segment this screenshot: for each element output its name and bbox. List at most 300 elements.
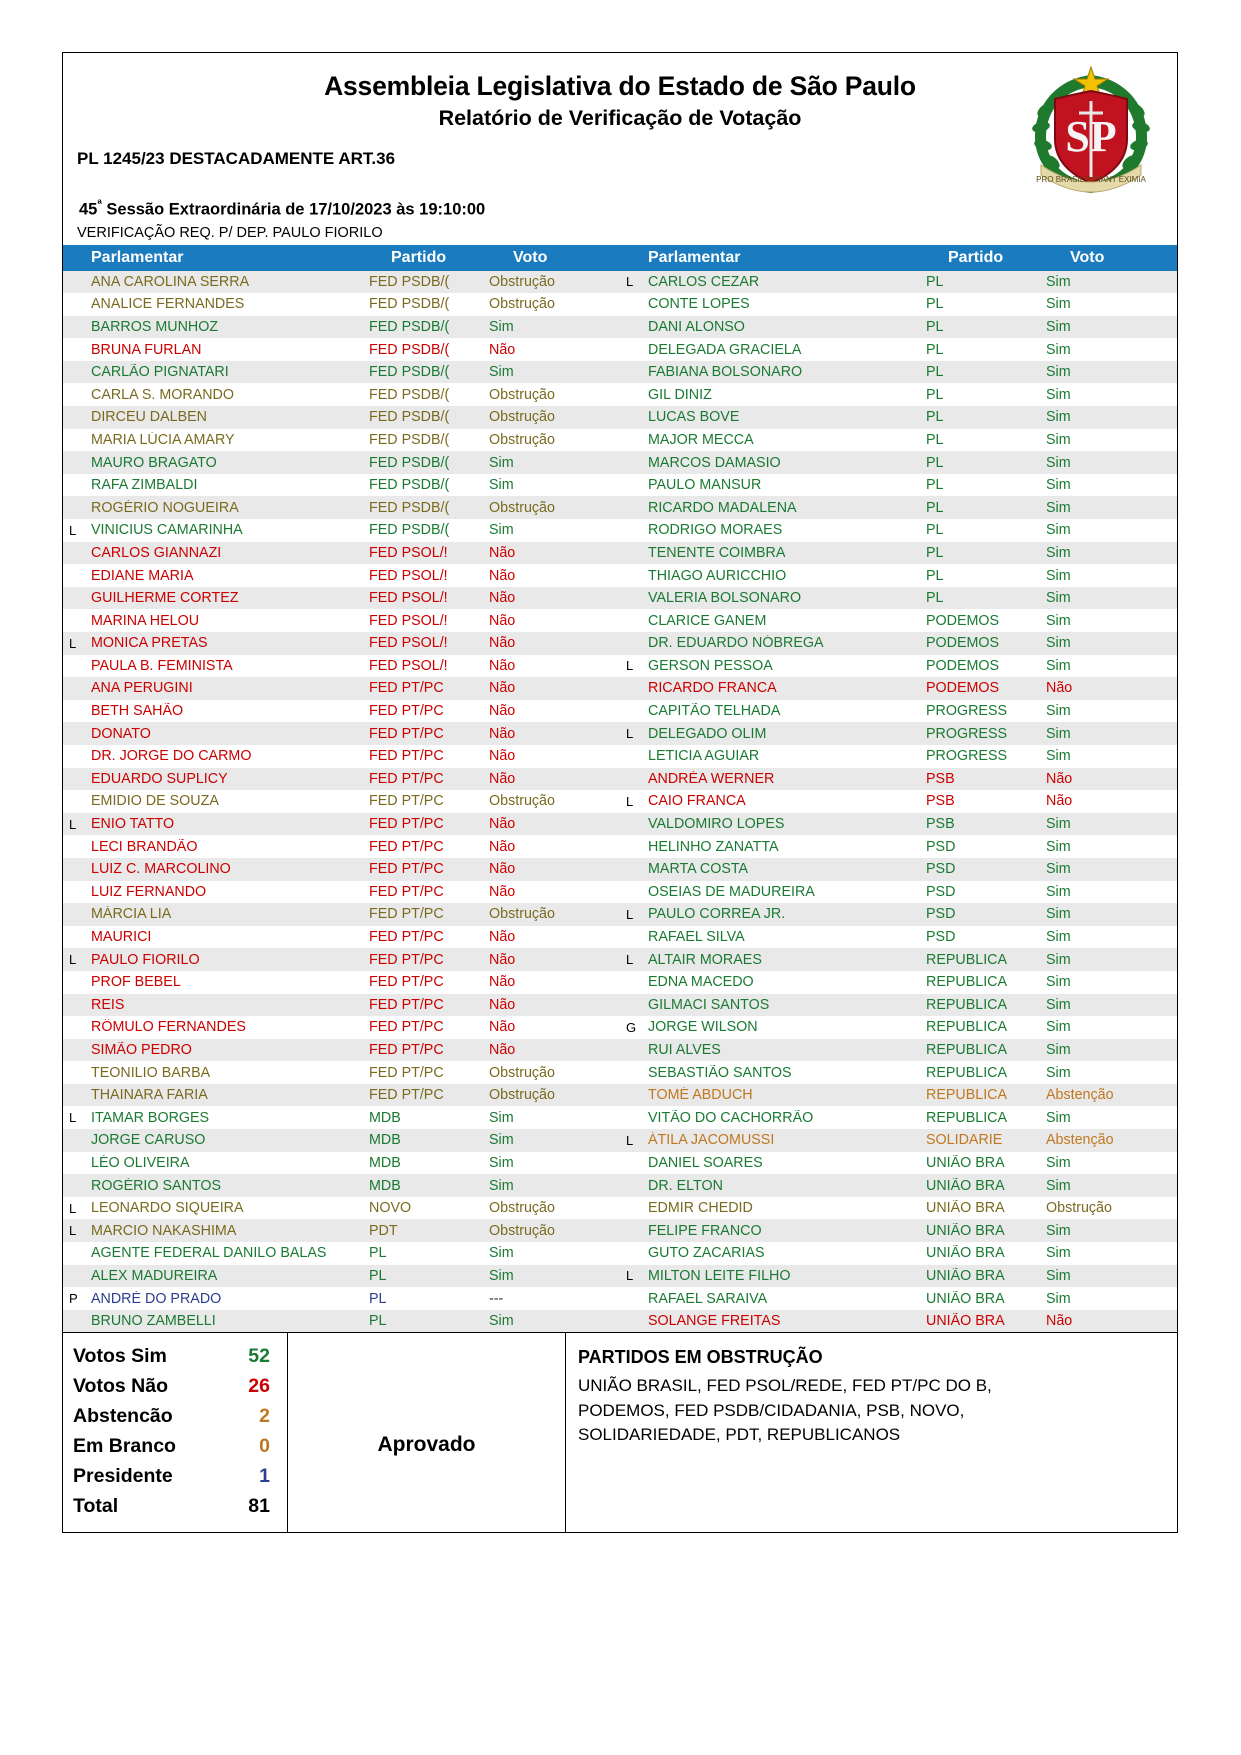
parliamentarian-name: ANALICE FERNANDES xyxy=(91,296,245,313)
parliamentarian-name: MARCOS DAMASIO xyxy=(648,454,781,471)
table-row xyxy=(63,1242,620,1265)
party-name: PL xyxy=(926,590,944,607)
party-name: FED PT/PC xyxy=(369,1041,444,1058)
party-name: UNIÃO BRA xyxy=(926,1222,1005,1239)
table-row xyxy=(620,587,1177,610)
party-name: PSB xyxy=(926,770,955,787)
vote-value: Não xyxy=(1046,680,1073,697)
parliamentarian-name: MARIA LÚCIA AMARY xyxy=(91,431,235,448)
table-row xyxy=(63,1039,620,1062)
svg-text:SP: SP xyxy=(1065,112,1117,161)
vote-value: Sim xyxy=(1046,386,1071,403)
table-row xyxy=(620,835,1177,858)
tally-value: 1 xyxy=(259,1464,270,1487)
vote-value: Sim xyxy=(1046,612,1071,629)
parliamentarian-name: SIMÃO PEDRO xyxy=(91,1041,192,1058)
parliamentarian-name: RUI ALVES xyxy=(648,1041,721,1058)
party-name: MDB xyxy=(369,1154,401,1171)
party-name: PROGRESS xyxy=(926,703,1008,720)
parliamentarian-name: OSEIAS DE MADUREIRA xyxy=(648,883,815,900)
party-name: FED PT/PC xyxy=(369,929,444,946)
column-headers-left xyxy=(63,249,620,267)
vote-value: Sim xyxy=(1046,974,1071,991)
parliamentarian-name: MARCIO NAKASHIMA xyxy=(91,1222,237,1239)
vote-value: Sim xyxy=(489,1313,514,1330)
vote-value: Sim xyxy=(489,454,514,471)
party-name: FED PSDB/( xyxy=(369,364,450,381)
table-row xyxy=(620,406,1177,429)
parliamentarian-name: MONICA PRETAS xyxy=(91,635,208,652)
parliamentarian-name: PROF BEBEL xyxy=(91,974,181,991)
table-row xyxy=(63,1106,620,1129)
parliamentarian-name: ANDRÉ DO PRADO xyxy=(91,1290,222,1307)
parliamentarian-name: GIL DINIZ xyxy=(648,386,712,403)
table-row xyxy=(620,316,1177,339)
vote-value: Abstenção xyxy=(1046,1087,1114,1104)
vote-value: Não xyxy=(489,883,516,900)
row-flag: L xyxy=(69,522,77,538)
table-row xyxy=(620,1152,1177,1175)
table-row xyxy=(63,926,620,949)
parliamentarian-name: MAURO BRAGATO xyxy=(91,454,217,471)
party-name: PL xyxy=(926,477,944,494)
table-row xyxy=(620,722,1177,745)
parliamentarian-name: CARLA S. MORANDO xyxy=(91,386,234,403)
parliamentarian-name: MILTON LEITE FILHO xyxy=(648,1267,791,1284)
party-name: UNIÃO BRA xyxy=(926,1177,1005,1194)
parliamentarian-name: VITÃO DO CACHORRÃO xyxy=(648,1109,814,1126)
party-name: PSB xyxy=(926,816,955,833)
tally-label: Em Branco xyxy=(73,1434,176,1457)
table-row xyxy=(620,474,1177,497)
vote-value: Obstrução xyxy=(1046,1200,1112,1217)
vote-value: Sim xyxy=(1046,364,1071,381)
table-row xyxy=(63,835,620,858)
vote-value: Obstrução xyxy=(489,1064,555,1081)
vote-value: Não xyxy=(489,861,516,878)
parliamentarian-name: DELEGADA GRACIELA xyxy=(648,341,802,358)
parliamentarian-name: HELINHO ZANATTA xyxy=(648,838,779,855)
party-name: FED PT/PC xyxy=(369,883,444,900)
party-name: FED PSDB/( xyxy=(369,318,450,335)
party-name: UNIÃO BRA xyxy=(926,1200,1005,1217)
parliamentarian-name: LUCAS BOVE xyxy=(648,409,740,426)
vote-value: Sim xyxy=(1046,996,1071,1013)
tally-row xyxy=(73,1341,287,1371)
vote-value: Sim xyxy=(1046,409,1071,426)
table-row xyxy=(620,271,1177,294)
obstruction-box xyxy=(566,1333,1177,1532)
tally-value: 52 xyxy=(248,1344,270,1367)
parliamentarian-name: ROGÉRIO NOGUEIRA xyxy=(91,499,239,516)
party-name: REPUBLICA xyxy=(926,1109,1008,1126)
tally-row xyxy=(73,1491,287,1521)
party-name: FED PT/PC xyxy=(369,680,444,697)
table-row xyxy=(63,496,620,519)
table-row xyxy=(620,1242,1177,1265)
table-row xyxy=(63,519,620,542)
table-row xyxy=(620,1016,1177,1039)
party-name: MDB xyxy=(369,1177,401,1194)
table-row xyxy=(63,903,620,926)
vote-value: Sim xyxy=(489,1154,514,1171)
vote-value: Sim xyxy=(1046,1245,1071,1262)
table-row xyxy=(63,609,620,632)
vote-value: Sim xyxy=(1046,318,1071,335)
vote-value: Não xyxy=(489,657,516,674)
row-flag: L xyxy=(626,906,634,922)
parliamentarian-name: JORGE WILSON xyxy=(648,1019,758,1036)
tally-value: 2 xyxy=(259,1404,270,1427)
parliamentarian-name: VALDOMIRO LOPES xyxy=(648,816,785,833)
parliamentarian-name: BRUNO ZAMBELLI xyxy=(91,1313,216,1330)
parliamentarian-name: EMIDIO DE SOUZA xyxy=(91,793,219,810)
party-name: PL xyxy=(926,544,944,561)
tally-label: Total xyxy=(73,1494,119,1517)
report-header xyxy=(63,53,1177,245)
parliamentarian-name: AGENTE FEDERAL DANILO BALAS xyxy=(91,1245,327,1262)
party-name: FED PT/PC xyxy=(369,748,444,765)
vote-value: Não xyxy=(489,1019,516,1036)
header-partido-right: Partido xyxy=(948,248,1004,266)
vote-value: Sim xyxy=(1046,906,1071,923)
row-flag: L xyxy=(626,1268,634,1284)
parliamentarian-name: EDUARDO SUPLICY xyxy=(91,770,228,787)
vote-value: Abstenção xyxy=(1046,1132,1114,1149)
table-row xyxy=(620,700,1177,723)
row-flag: L xyxy=(626,726,634,742)
obstruction-title: PARTIDOS EM OBSTRUÇÃO xyxy=(578,1347,823,1368)
parliamentarian-name: ALEX MADUREIRA xyxy=(91,1267,218,1284)
session-ordinal: ª xyxy=(97,197,102,211)
table-row xyxy=(620,745,1177,768)
vote-value: Sim xyxy=(1046,273,1071,290)
party-name: PSD xyxy=(926,929,956,946)
vote-value: Não xyxy=(489,838,516,855)
parliamentarian-name: DANI ALONSO xyxy=(648,318,745,335)
parliamentarian-name: DR. JORGE DO CARMO xyxy=(91,748,252,765)
table-row xyxy=(620,293,1177,316)
parliamentarian-name: MAJOR MECCA xyxy=(648,431,754,448)
table-row xyxy=(63,1174,620,1197)
parliamentarian-name: SOLANGE FREITAS xyxy=(648,1313,781,1330)
vote-value: Sim xyxy=(1046,1267,1071,1284)
header-voto-right: Voto xyxy=(1070,248,1105,266)
parliamentarian-name: CONTE LOPES xyxy=(648,296,750,313)
vote-value: Sim xyxy=(1046,1290,1071,1307)
header-parlamentar-right: Parlamentar xyxy=(648,248,741,266)
table-row xyxy=(63,971,620,994)
party-name: SOLIDARIE xyxy=(926,1132,1003,1149)
table-row xyxy=(63,632,620,655)
table-row xyxy=(63,1129,620,1152)
vote-value: Sim xyxy=(1046,522,1071,539)
tally-label: Votos Não xyxy=(73,1374,168,1397)
party-name: FED PSDB/( xyxy=(369,296,450,313)
vote-value: Não xyxy=(489,590,516,607)
party-name: REPUBLICA xyxy=(926,951,1008,968)
table-row xyxy=(620,361,1177,384)
party-name: FED PT/PC xyxy=(369,974,444,991)
parliamentarian-name: CARLOS CEZAR xyxy=(648,273,760,290)
row-flag: L xyxy=(626,1132,634,1148)
parliamentarian-name: ENIO TATTO xyxy=(91,816,175,833)
table-row xyxy=(620,1106,1177,1129)
table-row xyxy=(620,948,1177,971)
party-name: FED PSOL/! xyxy=(369,612,448,629)
table-row xyxy=(620,451,1177,474)
party-name: PROGRESS xyxy=(926,748,1008,765)
vote-value: Sim xyxy=(1046,1019,1071,1036)
table-row xyxy=(63,406,620,429)
party-name: PL xyxy=(926,409,944,426)
vote-value: Sim xyxy=(1046,816,1071,833)
party-name: FED PT/PC xyxy=(369,906,444,923)
table-row xyxy=(620,768,1177,791)
party-name: REPUBLICA xyxy=(926,1041,1008,1058)
table-row xyxy=(63,1265,620,1288)
table-row xyxy=(63,677,620,700)
vote-value: Não xyxy=(489,816,516,833)
table-row xyxy=(620,677,1177,700)
vote-value: Não xyxy=(489,680,516,697)
vote-value: Não xyxy=(489,635,516,652)
party-name: PL xyxy=(926,273,944,290)
result-box xyxy=(288,1333,566,1532)
tally-value: 26 xyxy=(248,1374,270,1397)
vote-value: Não xyxy=(489,567,516,584)
vote-tallies xyxy=(63,1333,288,1532)
parliamentarian-name: MARINA HELOU xyxy=(91,612,200,629)
table-row xyxy=(63,1061,620,1084)
parliamentarian-name: PAULO FIORILO xyxy=(91,951,200,968)
parliamentarian-name: RAFA ZIMBALDI xyxy=(91,477,198,494)
parliamentarian-name: ÁTILA JACOMUSSI xyxy=(648,1132,775,1149)
party-name: PL xyxy=(369,1245,387,1262)
table-row xyxy=(63,338,620,361)
header-partido-left: Partido xyxy=(391,248,447,266)
table-row xyxy=(620,1310,1177,1333)
parliamentarian-name: LECI BRANDÃO xyxy=(91,838,198,855)
party-name: FED PT/PC xyxy=(369,951,444,968)
vote-value: Obstrução xyxy=(489,273,555,290)
party-name: REPUBLICA xyxy=(926,1019,1008,1036)
party-name: UNIÃO BRA xyxy=(926,1154,1005,1171)
vote-value: Sim xyxy=(1046,1109,1071,1126)
vote-value: Não xyxy=(489,725,516,742)
vote-value: Não xyxy=(489,748,516,765)
session-text: Sessão Extraordinária de 17/10/2023 às 19:10:00 xyxy=(101,200,486,219)
parliamentarian-name: JORGE CARUSO xyxy=(91,1132,206,1149)
party-name: PL xyxy=(926,431,944,448)
party-name: PL xyxy=(369,1267,387,1284)
table-row xyxy=(63,1287,620,1310)
vote-value: Sim xyxy=(1046,477,1071,494)
obstruction-line: PODEMOS, FED PSDB/CIDADANIA, PSB, NOVO, xyxy=(578,1400,965,1420)
vote-value: Sim xyxy=(1046,929,1071,946)
vote-value: Não xyxy=(489,974,516,991)
parliamentarian-name: THIAGO AURICCHIO xyxy=(648,567,787,584)
vote-value: Não xyxy=(489,996,516,1013)
party-name: PODEMOS xyxy=(926,635,1000,652)
party-name: FED PSOL/! xyxy=(369,544,448,561)
table-row xyxy=(620,655,1177,678)
parliamentarian-name: ANA CAROLINA SERRA xyxy=(91,273,250,290)
parliamentarian-name: GILMACI SANTOS xyxy=(648,996,770,1013)
table-row xyxy=(620,813,1177,836)
table-row xyxy=(63,1084,620,1107)
vote-value: Sim xyxy=(489,364,514,381)
party-name: FED PSDB/( xyxy=(369,477,450,494)
tally-label: Votos Sim xyxy=(73,1344,167,1367)
vote-value: Não xyxy=(489,1041,516,1058)
vote-value: Obstrução xyxy=(489,1087,555,1104)
parliamentarian-name: PAULO MANSUR xyxy=(648,477,762,494)
party-name: UNIÃO BRA xyxy=(926,1313,1005,1330)
row-flag: L xyxy=(69,952,77,968)
parliamentarian-name: ALTAIR MORAES xyxy=(648,951,762,968)
party-name: FED PSDB/( xyxy=(369,499,450,516)
parliamentarian-name: LETICIA AGUIAR xyxy=(648,748,760,765)
vote-value: Sim xyxy=(1046,590,1071,607)
party-name: MDB xyxy=(369,1132,401,1149)
party-name: PL xyxy=(926,386,944,403)
obstruction-parties xyxy=(578,1374,1165,1446)
parliamentarian-name: RICARDO FRANCA xyxy=(648,680,777,697)
table-row xyxy=(63,655,620,678)
parliamentarian-name: RODRIGO MORAES xyxy=(648,522,783,539)
parliamentarian-name: CAPITÃO TELHADA xyxy=(648,703,781,720)
votes-table xyxy=(63,271,1177,1333)
votes-column-left xyxy=(63,271,620,1333)
party-name: UNIÃO BRA xyxy=(926,1245,1005,1262)
vote-value: Não xyxy=(1046,770,1073,787)
vote-value: Obstrução xyxy=(489,296,555,313)
parliamentarian-name: TENENTE COIMBRA xyxy=(648,544,786,561)
party-name: FED PSDB/( xyxy=(369,454,450,471)
table-row xyxy=(63,451,620,474)
vote-value: Obstrução xyxy=(489,409,555,426)
session-number: 45 xyxy=(79,200,98,219)
vote-value: Sim xyxy=(1046,454,1071,471)
row-flag: L xyxy=(626,274,634,290)
vote-value: Não xyxy=(489,770,516,787)
parliamentarian-name: RICARDO MADALENA xyxy=(648,499,797,516)
page-title: Assembleia Legislativa do Estado de São Paulo xyxy=(324,71,916,101)
party-name: PSB xyxy=(926,793,955,810)
parliamentarian-name: PAULO CORREA JR. xyxy=(648,906,786,923)
party-name: FED PT/PC xyxy=(369,703,444,720)
table-row xyxy=(620,790,1177,813)
table-row xyxy=(63,700,620,723)
party-name: PL xyxy=(926,364,944,381)
parliamentarian-name: RAFAEL SARAIVA xyxy=(648,1290,768,1307)
summary-footer xyxy=(63,1332,1177,1532)
parliamentarian-name: LÉO OLIVEIRA xyxy=(91,1154,190,1171)
party-name: FED PSDB/( xyxy=(369,431,450,448)
party-name: FED PSOL/! xyxy=(369,567,448,584)
vote-value: Obstrução xyxy=(489,906,555,923)
vote-value: Sim xyxy=(489,1267,514,1284)
table-row xyxy=(620,881,1177,904)
row-flag: L xyxy=(626,952,634,968)
table-row xyxy=(620,903,1177,926)
party-name: UNIÃO BRA xyxy=(926,1267,1005,1284)
table-row xyxy=(63,316,620,339)
bill-subject: PL 1245/23 DESTACADAMENTE ART.36 xyxy=(77,149,396,168)
parliamentarian-name: MÁRCIA LIA xyxy=(91,906,172,923)
party-name: PROGRESS xyxy=(926,725,1008,742)
vote-value: Sim xyxy=(1046,703,1071,720)
vote-value: Sim xyxy=(1046,1177,1071,1194)
table-row xyxy=(63,1197,620,1220)
report-sheet xyxy=(62,52,1178,1533)
party-name: FED PT/PC xyxy=(369,861,444,878)
party-name: REPUBLICA xyxy=(926,974,1008,991)
party-name: PL xyxy=(926,522,944,539)
table-row xyxy=(63,293,620,316)
parliamentarian-name: CAIO FRANCA xyxy=(648,793,746,810)
header-voto-left: Voto xyxy=(513,248,548,266)
vote-value: Sim xyxy=(1046,1041,1071,1058)
parliamentarian-name: BETH SAHÃO xyxy=(91,703,184,720)
tally-value: 0 xyxy=(259,1434,270,1457)
tally-row xyxy=(73,1431,287,1461)
table-row xyxy=(620,1084,1177,1107)
party-name: FED PT/PC xyxy=(369,793,444,810)
table-row xyxy=(620,1061,1177,1084)
party-name: FED PT/PC xyxy=(369,816,444,833)
party-name: FED PT/PC xyxy=(369,1087,444,1104)
parliamentarian-name: ROGÉRIO SANTOS xyxy=(91,1177,222,1194)
table-row xyxy=(620,926,1177,949)
party-name: FED PT/PC xyxy=(369,838,444,855)
party-name: PODEMOS xyxy=(926,680,1000,697)
vote-value: Não xyxy=(489,544,516,561)
obstruction-line: SOLIDARIEDADE, PDT, REPUBLICANOS xyxy=(578,1424,901,1444)
parliamentarian-name: GUTO ZACARIAS xyxy=(648,1245,765,1262)
party-name: PODEMOS xyxy=(926,612,1000,629)
table-row xyxy=(63,768,620,791)
table-row xyxy=(620,858,1177,881)
parliamentarian-name: TOMÉ ABDUCH xyxy=(648,1087,753,1104)
table-row xyxy=(620,1129,1177,1152)
table-row xyxy=(620,519,1177,542)
crest-motto: PRO BRASILIA FIANT EXIMIA xyxy=(1036,175,1146,184)
parliamentarian-name: MAURICI xyxy=(91,929,152,946)
vote-value: Obstrução xyxy=(489,499,555,516)
row-flag: L xyxy=(69,816,77,832)
party-name: FED PSDB/( xyxy=(369,341,450,358)
party-name: FED PSDB/( xyxy=(369,522,450,539)
table-row xyxy=(620,1287,1177,1310)
table-row xyxy=(63,1016,620,1039)
party-name: PDT xyxy=(369,1222,398,1239)
party-name: PL xyxy=(926,454,944,471)
table-row xyxy=(620,1197,1177,1220)
party-name: REPUBLICA xyxy=(926,1087,1008,1104)
party-name: PSD xyxy=(926,883,956,900)
row-flag: L xyxy=(626,658,634,674)
parliamentarian-name: LEONARDO SIQUEIRA xyxy=(91,1200,244,1217)
party-name: FED PSOL/! xyxy=(369,590,448,607)
table-row xyxy=(63,948,620,971)
vote-value: Sim xyxy=(1046,341,1071,358)
vote-value: Sim xyxy=(1046,657,1071,674)
parliamentarian-name: FABIANA BOLSONARO xyxy=(648,364,803,381)
parliamentarian-name: DR. EDUARDO NÓBREGA xyxy=(648,635,824,652)
vote-value: Obstrução xyxy=(489,1222,555,1239)
